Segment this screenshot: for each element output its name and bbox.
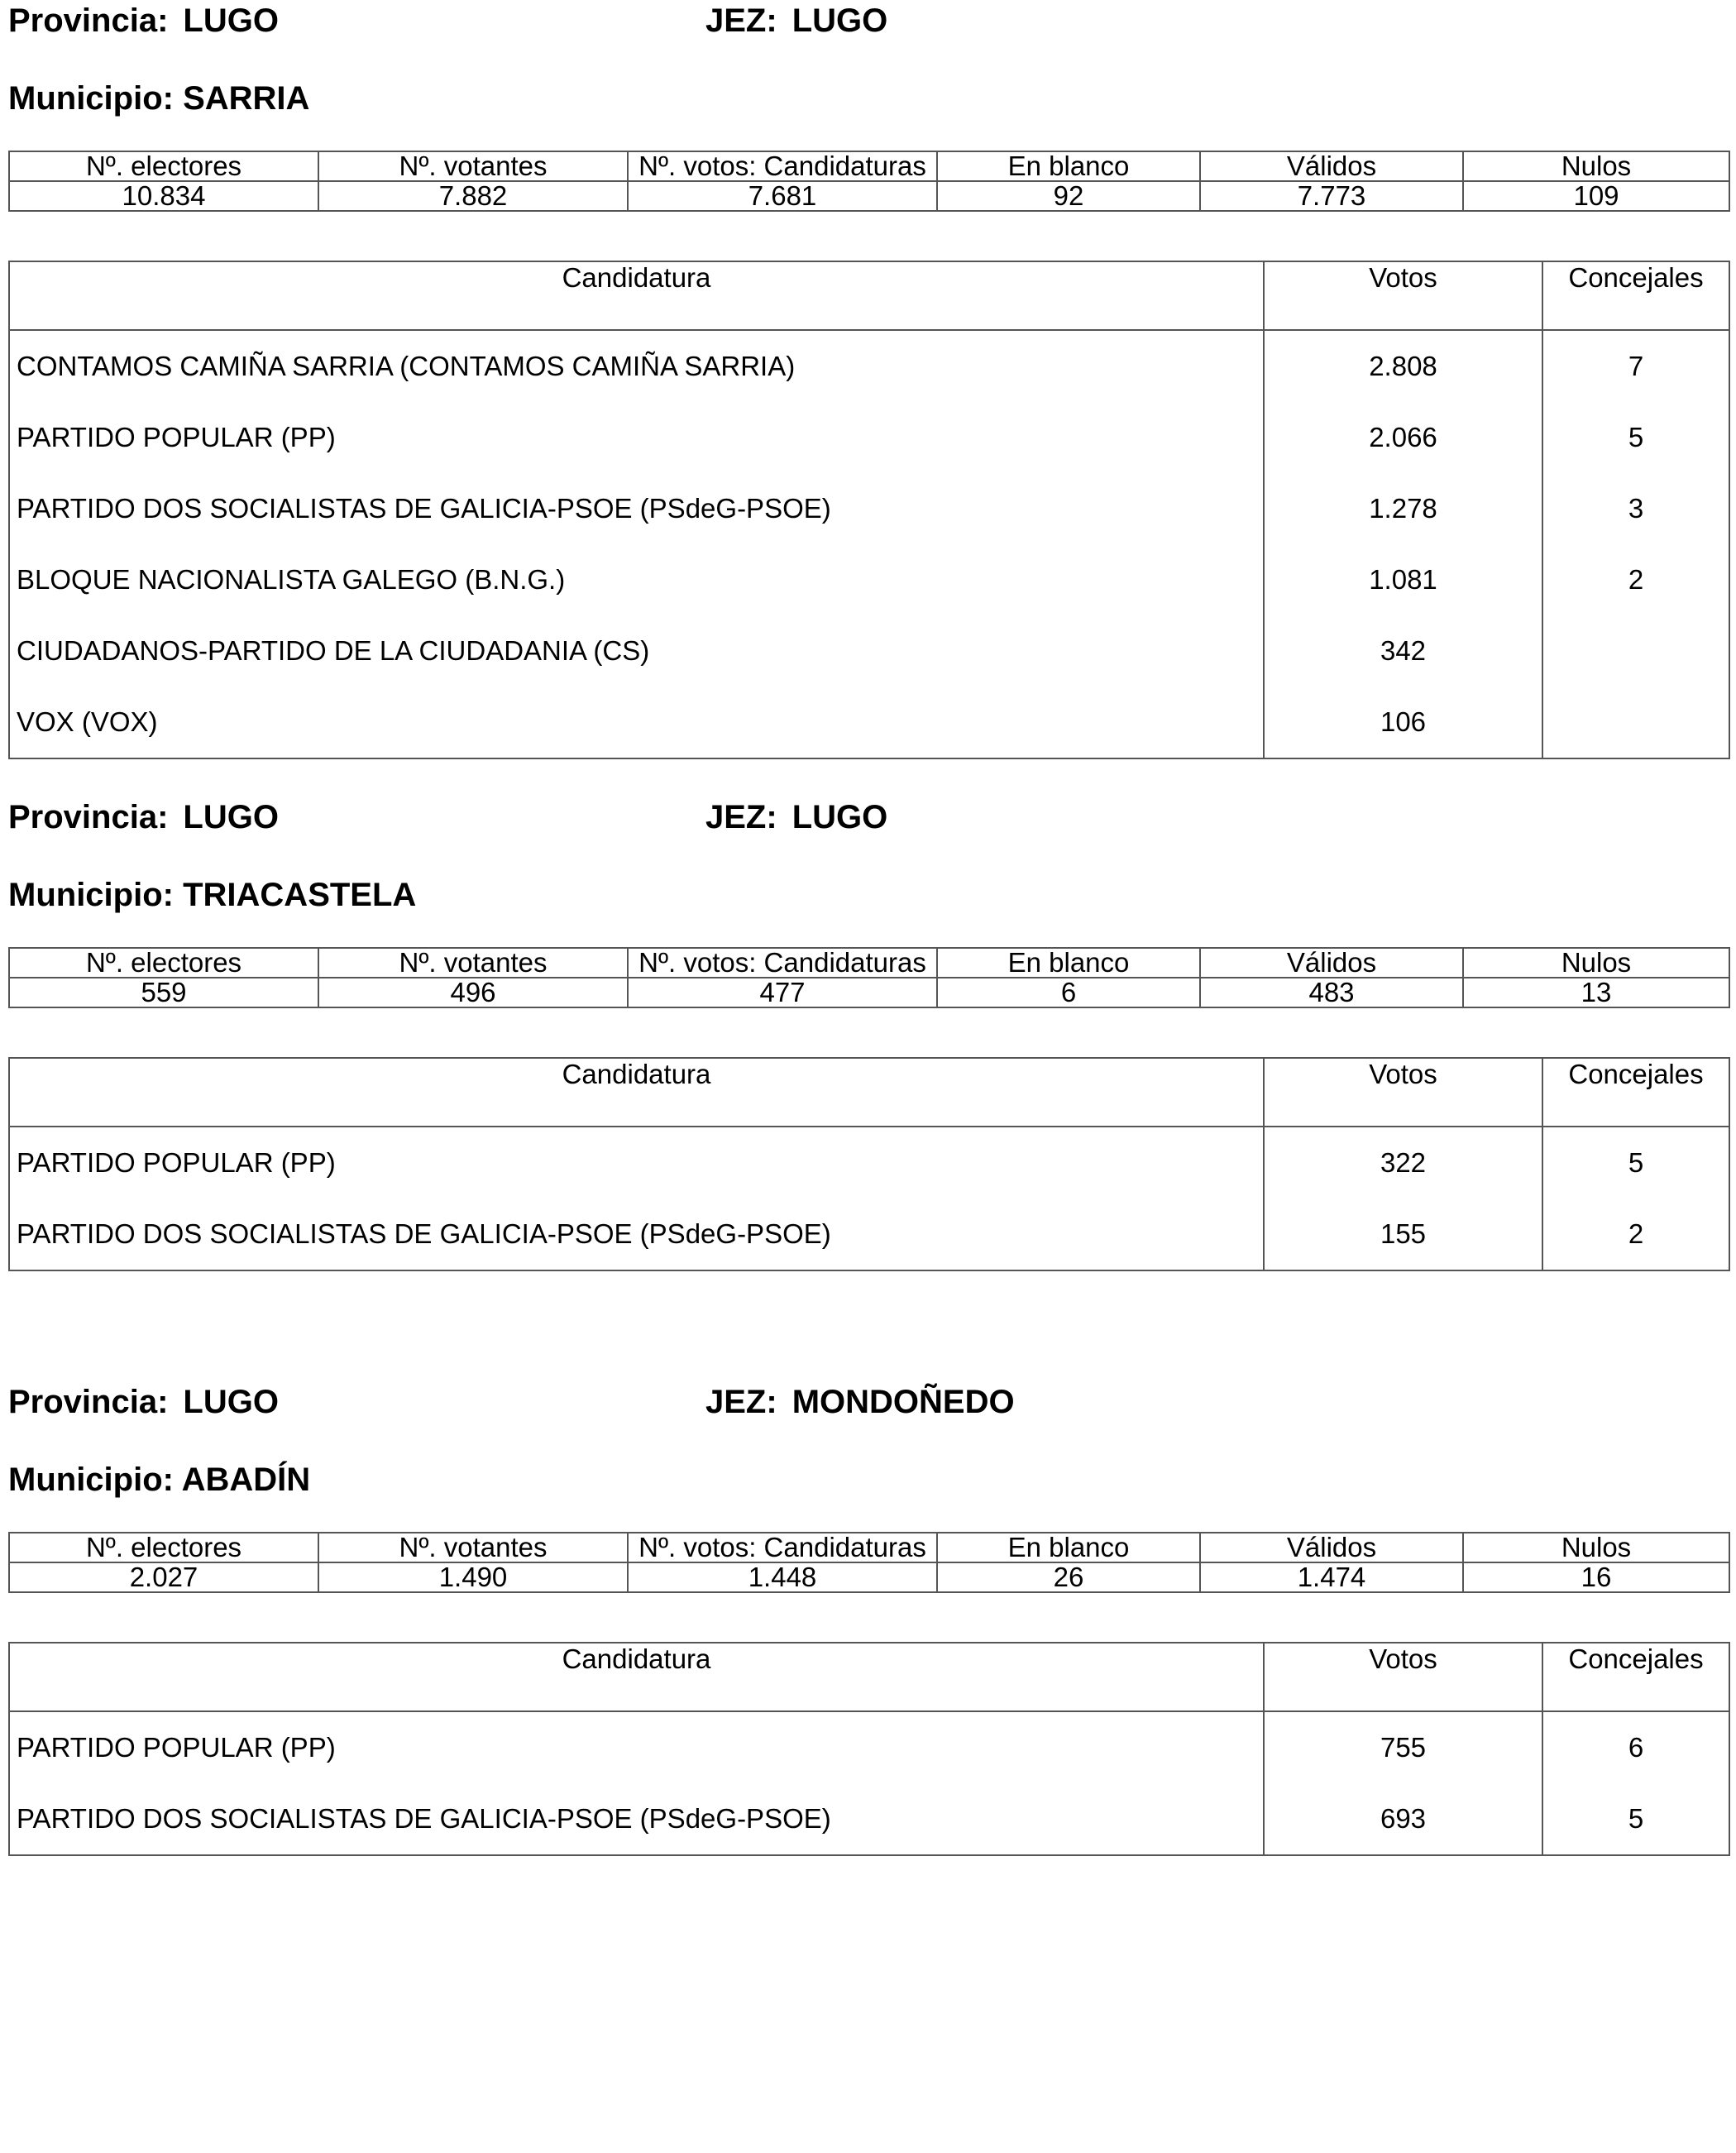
votos-cell: 106 <box>1264 687 1542 758</box>
results-header-row <box>9 1643 1729 1711</box>
nulos-header: Nulos <box>1463 948 1729 978</box>
candidatura-cell: PARTIDO POPULAR (PP) <box>9 1711 1264 1783</box>
provincia-header <box>8 2 279 40</box>
stats-header-row <box>9 1533 1729 1562</box>
votos-cell: 155 <box>1264 1199 1542 1270</box>
candidatura-cell: PARTIDO DOS SOCIALISTAS DE GALICIA-PSOE (PSdeG-PSOE) <box>9 1199 1264 1270</box>
provincia-value: LUGO <box>183 799 279 835</box>
validos-value: 483 <box>1200 978 1463 1007</box>
candidatura-header: Candidatura <box>9 261 1264 330</box>
concejales-cell: 5 <box>1542 1127 1729 1199</box>
votantes-value: 7.882 <box>318 181 628 211</box>
concejales-cell: 2 <box>1542 544 1729 615</box>
electores-header: Nº. electores <box>9 1533 318 1562</box>
en-blanco-header: En blanco <box>937 948 1200 978</box>
candidatura-cell: PARTIDO POPULAR (PP) <box>9 1127 1264 1199</box>
votos-candidaturas-value: 1.448 <box>628 1562 937 1592</box>
concejales-header: Concejales <box>1542 261 1729 330</box>
provincia-value: LUGO <box>183 1384 279 1420</box>
results-header-row <box>9 1058 1729 1127</box>
electores-value: 2.027 <box>9 1562 318 1592</box>
votantes-header: Nº. votantes <box>318 1533 628 1562</box>
jez-label: JEZ: <box>705 2 777 39</box>
candidatura-cell: PARTIDO DOS SOCIALISTAS DE GALICIA-PSOE (PSdeG-PSOE) <box>9 473 1264 544</box>
votos-cell: 322 <box>1264 1127 1542 1199</box>
table-row <box>9 1199 1729 1270</box>
concejales-cell: 5 <box>1542 402 1729 473</box>
jez-value: LUGO <box>791 799 888 835</box>
provincia-header <box>8 799 279 836</box>
municipio-header <box>8 877 416 914</box>
validos-header: Válidos <box>1200 1533 1463 1562</box>
votos-cell: 693 <box>1264 1783 1542 1855</box>
votos-cell: 1.278 <box>1264 473 1542 544</box>
electores-value: 559 <box>9 978 318 1007</box>
table-row <box>9 544 1729 615</box>
table-row <box>9 687 1729 758</box>
electores-value: 10.834 <box>9 181 318 211</box>
results-table <box>8 1057 1730 1271</box>
candidatura-cell: PARTIDO DOS SOCIALISTAS DE GALICIA-PSOE (PSdeG-PSOE) <box>9 1783 1264 1855</box>
concejales-header: Concejales <box>1542 1643 1729 1711</box>
jez-value: MONDOÑEDO <box>791 1384 1015 1420</box>
municipio-header <box>8 80 309 117</box>
nulos-value: 16 <box>1463 1562 1729 1592</box>
table-row <box>9 330 1729 402</box>
table-row <box>9 1127 1729 1199</box>
provincia-header <box>8 1384 279 1421</box>
votos-cell: 1.081 <box>1264 544 1542 615</box>
jez-header <box>705 2 887 40</box>
concejales-cell: 6 <box>1542 1711 1729 1783</box>
candidatura-cell: CIUDADANOS-PARTIDO DE LA CIUDADANIA (CS) <box>9 615 1264 687</box>
provincia-value: LUGO <box>183 2 279 39</box>
votos-candidaturas-header: Nº. votos: Candidaturas <box>628 1533 937 1562</box>
results-table <box>8 1642 1730 1856</box>
validos-header: Válidos <box>1200 948 1463 978</box>
candidatura-cell: PARTIDO POPULAR (PP) <box>9 402 1264 473</box>
stats-value-row <box>9 181 1729 211</box>
table-row <box>9 1783 1729 1855</box>
votos-candidaturas-value: 477 <box>628 978 937 1007</box>
jez-label: JEZ: <box>705 1384 777 1420</box>
votos-header: Votos <box>1264 1643 1542 1711</box>
jez-value: LUGO <box>791 2 888 39</box>
votantes-value: 1.490 <box>318 1562 628 1592</box>
municipio-header <box>8 1462 310 1499</box>
en-blanco-header: En blanco <box>937 1533 1200 1562</box>
jez-label: JEZ: <box>705 799 777 835</box>
votos-cell: 2.808 <box>1264 330 1542 402</box>
provincia-label: Provincia: <box>8 799 169 835</box>
table-row <box>9 1711 1729 1783</box>
electores-header: Nº. electores <box>9 151 318 181</box>
stats-table <box>8 1532 1730 1593</box>
validos-value: 7.773 <box>1200 181 1463 211</box>
stats-header-row <box>9 151 1729 181</box>
votantes-header: Nº. votantes <box>318 151 628 181</box>
electores-header: Nº. electores <box>9 948 318 978</box>
jez-header <box>705 799 887 836</box>
jez-header <box>705 1384 1015 1421</box>
votos-candidaturas-value: 7.681 <box>628 181 937 211</box>
votos-cell: 2.066 <box>1264 402 1542 473</box>
en-blanco-header: En blanco <box>937 151 1200 181</box>
stats-value-row <box>9 978 1729 1007</box>
concejales-header: Concejales <box>1542 1058 1729 1127</box>
results-table <box>8 261 1730 759</box>
stats-header-row <box>9 948 1729 978</box>
candidatura-header: Candidatura <box>9 1058 1264 1127</box>
votos-header: Votos <box>1264 1058 1542 1127</box>
votos-header: Votos <box>1264 261 1542 330</box>
validos-header: Válidos <box>1200 151 1463 181</box>
votantes-value: 496 <box>318 978 628 1007</box>
municipio-label: Municipio: <box>8 877 174 913</box>
nulos-value: 109 <box>1463 181 1729 211</box>
nulos-header: Nulos <box>1463 151 1729 181</box>
candidatura-header: Candidatura <box>9 1643 1264 1711</box>
stats-table <box>8 151 1730 212</box>
stats-table <box>8 947 1730 1008</box>
validos-value: 1.474 <box>1200 1562 1463 1592</box>
votos-candidaturas-header: Nº. votos: Candidaturas <box>628 948 937 978</box>
votos-candidaturas-header: Nº. votos: Candidaturas <box>628 151 937 181</box>
candidatura-cell: BLOQUE NACIONALISTA GALEGO (B.N.G.) <box>9 544 1264 615</box>
votantes-header: Nº. votantes <box>318 948 628 978</box>
nulos-header: Nulos <box>1463 1533 1729 1562</box>
municipio-label: Municipio: <box>8 80 174 117</box>
en-blanco-value: 92 <box>937 181 1200 211</box>
table-row <box>9 615 1729 687</box>
concejales-cell: 3 <box>1542 473 1729 544</box>
candidatura-cell: VOX (VOX) <box>9 687 1264 758</box>
stats-value-row <box>9 1562 1729 1592</box>
votos-cell: 755 <box>1264 1711 1542 1783</box>
en-blanco-value: 26 <box>937 1562 1200 1592</box>
concejales-cell: 7 <box>1542 330 1729 402</box>
municipio-label: Municipio: <box>8 1462 174 1498</box>
provincia-label: Provincia: <box>8 1384 169 1420</box>
nulos-value: 13 <box>1463 978 1729 1007</box>
results-header-row <box>9 261 1729 330</box>
table-row <box>9 473 1729 544</box>
municipio-value: ABADÍN <box>181 1462 311 1498</box>
concejales-cell: 2 <box>1542 1199 1729 1270</box>
concejales-cell <box>1542 687 1729 758</box>
candidatura-cell: CONTAMOS CAMIÑA SARRIA (CONTAMOS CAMIÑA SARRIA) <box>9 330 1264 402</box>
votos-cell: 342 <box>1264 615 1542 687</box>
table-row <box>9 402 1729 473</box>
provincia-label: Provincia: <box>8 2 169 39</box>
concejales-cell: 5 <box>1542 1783 1729 1855</box>
concejales-cell <box>1542 615 1729 687</box>
en-blanco-value: 6 <box>937 978 1200 1007</box>
municipio-value: TRIACASTELA <box>183 877 417 913</box>
municipio-value: SARRIA <box>183 80 310 117</box>
